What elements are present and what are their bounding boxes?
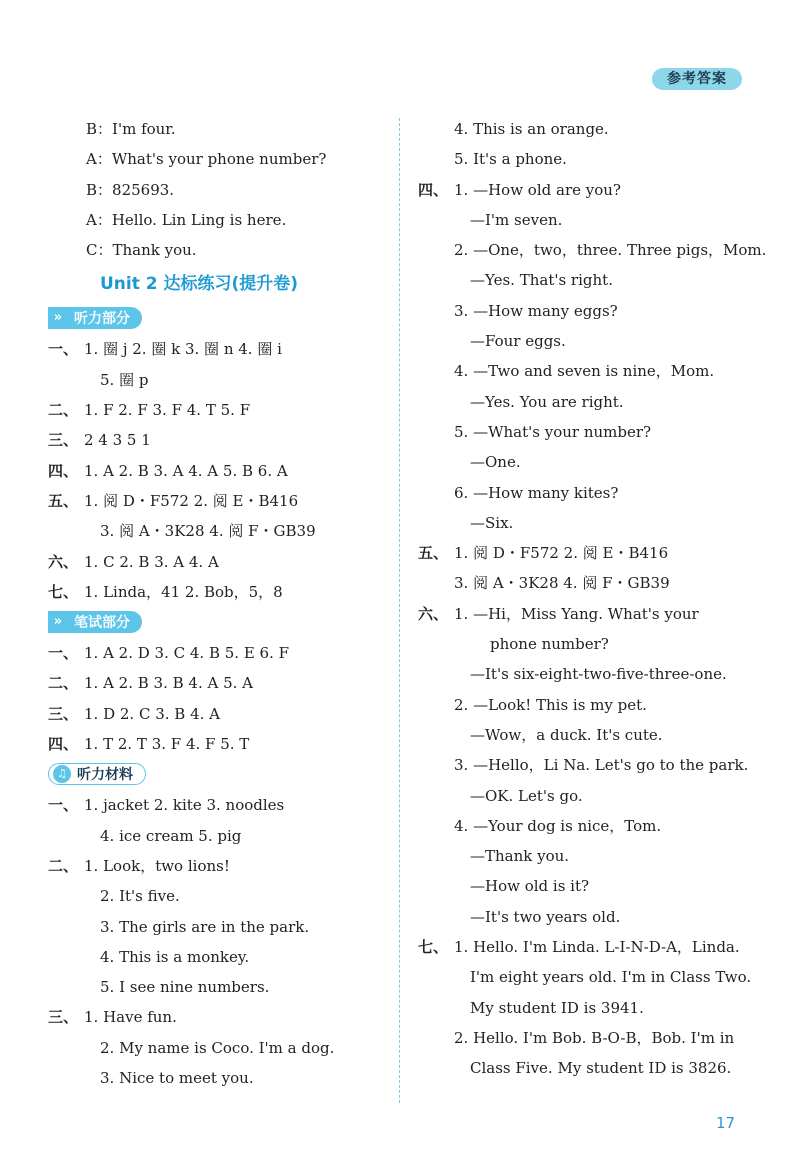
answer-text: 1. A 2. B 3. B 4. A 5. A [84,674,254,693]
material-line [418,508,758,538]
answer-line [48,881,393,911]
answer-text: 1. A 2. B 3. A 4. A 5. B 6. A [84,461,288,480]
material-text: 2. —Look! This is my pet. [454,695,647,714]
material-line [418,629,758,659]
materials-section-header [48,761,393,787]
dialogue-line: C：Thank you. [86,241,197,260]
dialogue-line: A：Hello. Lin Ling is here. [86,210,287,229]
section-number: 六、 [418,604,449,623]
material-line [418,962,758,992]
answer-text: 1. C 2. B 3. A 4. A [84,552,219,571]
left-column [48,114,393,1093]
material-line [418,538,758,568]
section-number: 七、 [48,582,79,601]
material-line [418,478,758,508]
written-section-label: 笔试部分 [68,611,142,633]
material-line [418,326,758,356]
section-number: 二、 [48,401,79,420]
section-number: 一、 [48,340,79,359]
material-text: 1. 阅 D・F572 2. 阅 E・B416 [454,544,669,563]
material-line [418,902,758,932]
answer-line [48,1033,393,1063]
material-text: —It's two years old. [470,907,621,926]
material-text: —Yes. You are right. [470,392,624,411]
answer-text: 1. A 2. D 3. C 4. B 5. E 6. F [84,644,290,663]
material-text: 5. It's a phone. [454,150,567,169]
answer-line [48,425,393,455]
material-line [418,1023,758,1053]
material-text: —Thank you. [470,847,570,866]
material-line [418,932,758,962]
answer-line [48,365,393,395]
answer-text: 3. 阅 A・3K28 4. 阅 F・GB39 [100,522,316,541]
section-number: 四、 [48,461,79,480]
answer-text: 5. 圈 p [100,370,149,389]
written-answers [48,638,393,759]
material-text: 5. —What's your number? [454,422,652,441]
page-number: 17 [716,1114,736,1132]
section-number: 一、 [48,796,79,815]
material-text: phone number? [490,635,609,654]
material-line [418,690,758,720]
material-text: 2. —One，two，three. Three pigs，Mom. [454,241,767,260]
material-text: —It's six-eight-two-five-three-one. [470,665,727,684]
answer-line [48,395,393,425]
arrows-icon: » [48,611,68,633]
section-number: 二、 [48,856,79,875]
material-text: 3. —Hello，Li Na. Let's go to the park. [454,756,749,775]
material-line [418,781,758,811]
material-line [418,659,758,689]
material-text: —Four eggs. [470,332,566,351]
answer-text: 3. Nice to meet you. [100,1069,254,1088]
material-text: 1. —Hi，Miss Yang. What's your [454,604,699,623]
answer-line [48,1002,393,1032]
unit-title: Unit 2 达标练习(提升卷) [100,274,299,295]
section-number: 四、 [48,735,79,754]
answer-text: 4. This is a monkey. [100,947,250,966]
answer-text: 1. T 2. T 3. F 4. F 5. T [84,735,250,754]
answer-line [48,668,393,698]
dialogue-line: A：What's your phone number? [86,150,327,169]
answer-line [48,821,393,851]
answer-text: 1. 阅 D・F572 2. 阅 E・B416 [84,491,299,510]
listening-materials [48,790,393,1093]
material-text: —One. [470,453,521,472]
answer-line [48,638,393,668]
answer-line [48,972,393,1002]
material-line [418,841,758,871]
dialogue-line: B：825693. [86,180,175,199]
answer-text: 5. I see nine numbers. [100,978,270,997]
answer-line [48,851,393,881]
dialogue-line: B：I'm four. [86,120,176,138]
answer-line [48,516,393,546]
section-number: 四、 [418,180,449,199]
answer-text: 4. ice cream 5. pig [100,826,242,845]
section-number: 三、 [48,704,79,723]
written-section-header [48,609,393,635]
material-line [418,568,758,598]
material-text: 4. —Your dog is nice，Tom. [454,816,662,835]
material-text: —Wow，a duck. It's cute. [470,725,663,744]
material-line [418,750,758,780]
answer-line [48,729,393,759]
answer-text: 3. The girls are in the park. [100,917,310,936]
answer-line [48,456,393,486]
listening-materials-continued [418,114,767,1084]
material-text: —OK. Let's go. [470,786,583,805]
material-text: 2. Hello. I'm Bob. B-O-B，Bob. I'm in [454,1028,735,1047]
answer-text: 1. Look，two lions! [84,856,230,875]
material-line [418,205,758,235]
material-line [418,265,758,295]
section-number: 三、 [48,431,79,450]
material-text: 1. Hello. I'm Linda. L-I-N-D-A，Linda. [454,938,740,957]
listening-section-header [48,305,393,331]
listening-section-label: 听力部分 [68,307,142,329]
material-line [418,1053,758,1083]
material-text: I'm eight years old. I'm in Class Two. [470,968,752,987]
answer-line [48,942,393,972]
listening-answers [48,334,393,607]
material-line [418,417,758,447]
material-line [418,811,758,841]
material-line [418,296,758,326]
material-line [418,356,758,386]
section-number: 五、 [418,544,449,563]
section-number: 三、 [48,1008,79,1027]
answer-text: 2. It's five. [100,887,180,906]
answer-text: 1. 圈 j 2. 圈 k 3. 圈 n 4. 圈 i [84,340,282,359]
answer-line [48,486,393,516]
materials-section-label: 听力材料 [77,767,133,784]
material-text: —How old is it? [470,877,590,896]
material-line [418,447,758,477]
answer-text: 1. D 2. C 3. B 4. A [84,704,220,723]
answer-line [48,912,393,942]
answer-line [48,547,393,577]
section-number: 七、 [418,938,449,957]
answer-text: 2 4 3 5 1 [84,431,151,450]
section-number: 六、 [48,552,79,571]
material-text: 4. —Two and seven is nine，Mom. [454,362,715,381]
material-line [418,144,758,174]
material-text: —I'm seven. [470,210,563,229]
answer-text: 2. My name is Coco. I'm a dog. [100,1038,335,1057]
answer-line [48,577,393,607]
answer-text: 1. F 2. F 3. F 4. T 5. F [84,401,251,420]
material-text: Class Five. My student ID is 3826. [470,1059,732,1078]
material-line [418,871,758,901]
material-line [418,387,758,417]
material-text: —Six. [470,513,514,532]
material-line [418,114,758,144]
dialogue-continuation [48,114,393,265]
right-column [418,114,767,1084]
material-text: 3. —How many eggs? [454,301,618,320]
answer-key-tab: 参考答案 [652,68,742,90]
column-divider [399,118,400,1103]
section-number: 五、 [48,491,79,510]
material-text: 4. This is an orange. [454,120,609,138]
material-text: My student ID is 3941. [470,998,644,1017]
material-line [418,993,758,1023]
answer-text: 1. Have fun. [84,1008,177,1027]
answer-text: 1. jacket 2. kite 3. noodles [84,796,285,815]
material-text: —Yes. That's right. [470,271,613,290]
material-line [418,175,758,205]
answer-line [48,790,393,820]
material-line [418,599,758,629]
material-line [418,720,758,750]
section-number: 二、 [48,674,79,693]
arrows-icon: » [48,307,68,329]
answer-line [48,1063,393,1093]
headphones-icon: ♫ [53,765,71,783]
section-number: 一、 [48,644,79,663]
answer-line [48,699,393,729]
material-text: 6. —How many kites? [454,483,619,502]
answer-text: 1. Linda，41 2. Bob，5，8 [84,582,283,601]
material-line [418,235,767,265]
material-text: 3. 阅 A・3K28 4. 阅 F・GB39 [454,574,670,593]
material-text: 1. —How old are you? [454,180,621,199]
answer-line [48,334,393,364]
